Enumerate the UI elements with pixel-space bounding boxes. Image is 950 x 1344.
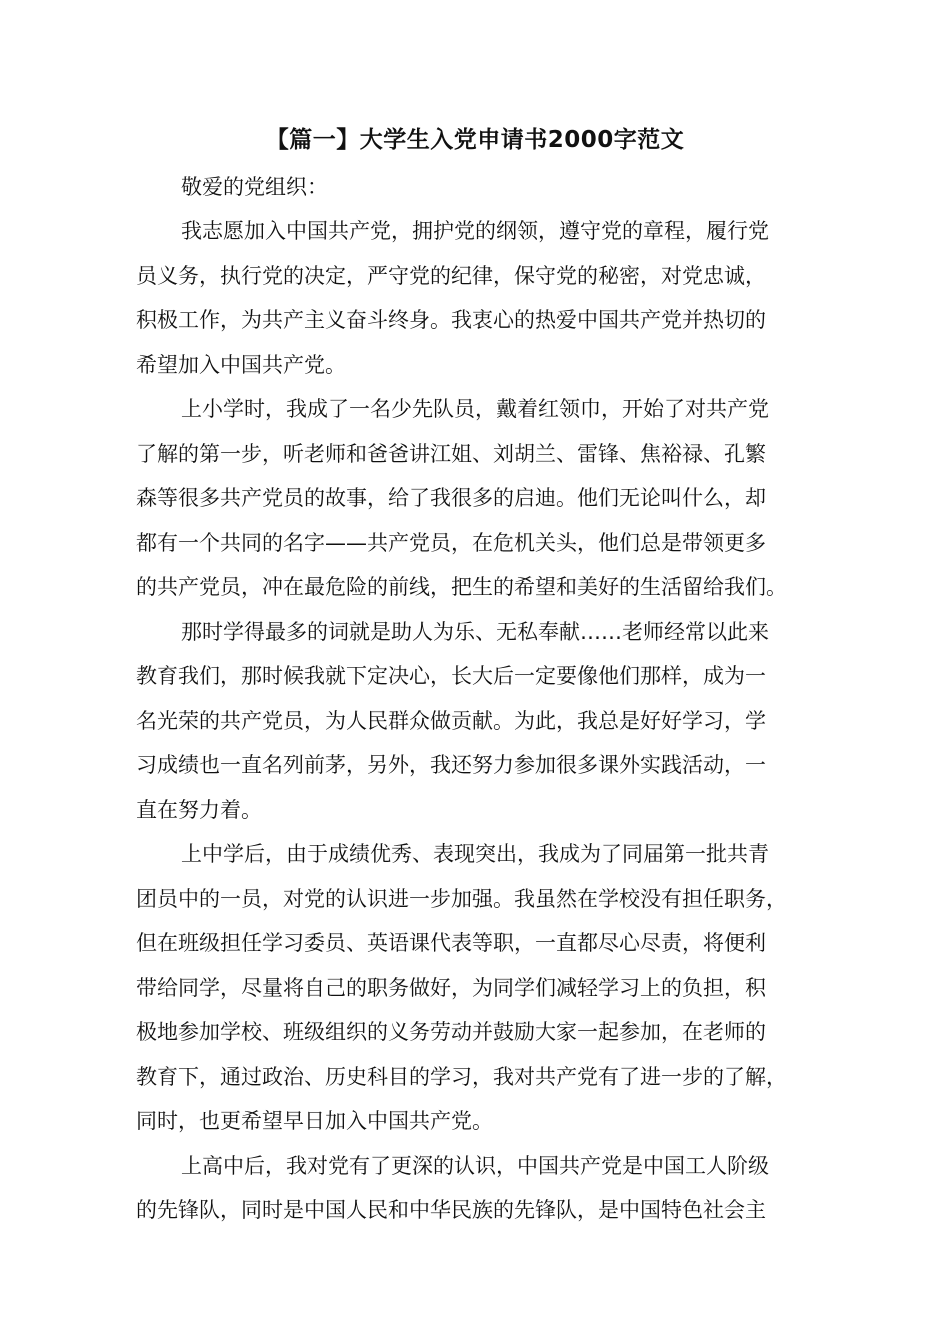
paragraph-line: 教育下，通过政治、历史科目的学习，我对共产党有了进一步的了解， xyxy=(136,1064,787,1089)
paragraph-line: 名光荣的共产党员，为人民群众做贡献。为此，我总是好好学习，学 xyxy=(136,708,766,733)
body-text xyxy=(136,209,826,1233)
paragraph-line: 习成绩也一直名列前茅，另外，我还努力参加很多课外实践活动，一 xyxy=(136,753,766,777)
paragraph-line: 教育我们，那时候我就下定决心，长大后一定要像他们那样，成为一 xyxy=(136,664,766,688)
paragraph-line: 都有一个共同的名字——共产党员，在危机关头，他们总是带领更多 xyxy=(136,530,766,555)
document-title: 【篇一】大学生入党申请书2000字范文 xyxy=(265,127,685,153)
paragraph-line: 森等很多共产党员的故事，给了我很多的启迪。他们无论叫什么，却 xyxy=(136,486,766,510)
paragraph-line: 带给同学，尽量将自己的职务做好，为同学们减轻学习上的负担，积 xyxy=(136,975,766,1000)
paragraph-first-line: 我志愿加入中国共产党，拥护党的纲领，遵守党的章程，履行党 xyxy=(181,219,769,243)
paragraph-line: 了解的第一步，听老师和爸爸讲江姐、刘胡兰、雷锋、焦裕禄、孔繁 xyxy=(136,441,766,466)
paragraph-line: 直在努力着。 xyxy=(136,797,262,822)
paragraph-first-line: 上小学时，我成了一名少先队员，戴着红领巾，开始了对共产党 xyxy=(181,397,769,421)
paragraph-line: 但在班级担任学习委员、英语课代表等职，一直都尽心尽责，将便利 xyxy=(136,931,766,955)
paragraph-line: 希望加入中国共产党。 xyxy=(136,352,346,377)
paragraph-line: 积极工作，为共产主义奋斗终身。我衷心的热爱中国共产党并热切的 xyxy=(136,308,766,332)
paragraph-line: 的共产党员，冲在最危险的前线，把生的希望和美好的生活留给我们。 xyxy=(136,575,787,599)
paragraph-first-line: 上高中后，我对党有了更深的认识，中国共产党是中国工人阶级 xyxy=(181,1153,769,1178)
paragraph-line: 的先锋队，同时是中国人民和中华民族的先锋队，是中国特色社会主 xyxy=(136,1198,766,1222)
paragraph-line: 极地参加学校、班级组织的义务劳动并鼓励大家一起参加，在老师的 xyxy=(136,1020,766,1044)
paragraph-line: 团员中的一员，对党的认识进一步加强。我虽然在学校没有担任职务， xyxy=(136,886,787,911)
paragraph-line: 员义务，执行党的决定，严守党的纪律，保守党的秘密，对党忠诚， xyxy=(136,263,766,288)
paragraph-first-line: 那时学得最多的词就是助人为乐、无私奉献……老师经常以此来 xyxy=(181,619,769,644)
paragraph-line: 同时，也更希望早日加入中国共产党。 xyxy=(136,1109,493,1133)
salutation: 敬爱的党组织： xyxy=(181,175,328,199)
paragraph-first-line: 上中学后，由于成绩优秀、表现突出，我成为了同届第一批共青 xyxy=(181,842,769,866)
